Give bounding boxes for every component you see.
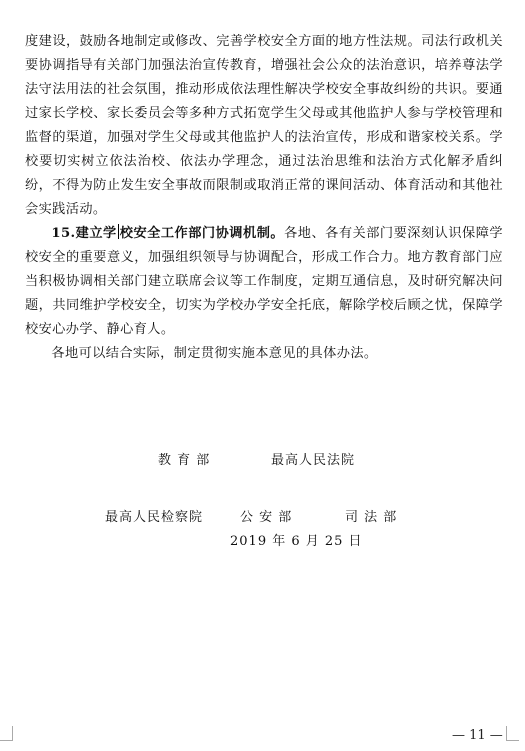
signature-public-security: 公 安 部 xyxy=(240,510,293,525)
crop-mark-right xyxy=(506,726,519,741)
paragraph-continuation: 度建设，鼓励各地制定或修改、完善学校安全方面的地方性法规。司法行政机关要协调指导有关部门加强法治宣传教育，增强社会公众的法治意识，培养尊法学法守法用法的社会氛围，推动形成依法理性解决学校安全事故纠纷的共识。要通过家长学校、家长委员会等多种方式拓宽学生父母或其他监护人参与学校管理和监督的渠道，加强对学生父母或其他监护人的法治宣传，形成和谐家校关系。学校要切实树立依法治校、依法办学理念，通过法治思维和法治方式化解矛盾纠纷，不得为防止发生安全事故而限制或取消正常的课间活动、体育活动和其他社会实践活动。 xyxy=(25,34,503,217)
signature-supreme-procuratorate: 最高人民检察院 xyxy=(105,510,204,525)
document-body xyxy=(25,30,503,366)
item-15-title-part1: 15.建立学 xyxy=(51,226,117,241)
signature-justice: 司 法 部 xyxy=(345,510,398,525)
item-15-body: 各地、各有关部门要深刻认识保障学校安全的重要意义，加强组织领导与协调配合，形成工作合力。地方教育部门应当积极协调相关部门建立联席会议等工作制度，定期互通信息，及时研究解决问题，共同维护学校安全，切实为学校办学安全托底，解除学校后顾之忧，保障学校安心办学、静心育人。 xyxy=(25,226,503,337)
crop-mark-left xyxy=(0,726,13,741)
text-cursor xyxy=(118,224,119,239)
signature-ministry-of-education: 教 育 部 xyxy=(158,453,211,468)
signature-supreme-court: 最高人民法院 xyxy=(271,453,356,468)
item-15-title-part2: 校安全工作部门协调机制。 xyxy=(119,226,285,241)
paragraph-item-15 xyxy=(25,222,503,342)
page-number: — 11 — xyxy=(452,728,503,743)
closing-paragraph: 各地可以结合实际，制定贯彻实施本意见的具体办法。 xyxy=(51,346,378,361)
signature-date: 2019 年 6 月 25 日 xyxy=(230,534,363,549)
